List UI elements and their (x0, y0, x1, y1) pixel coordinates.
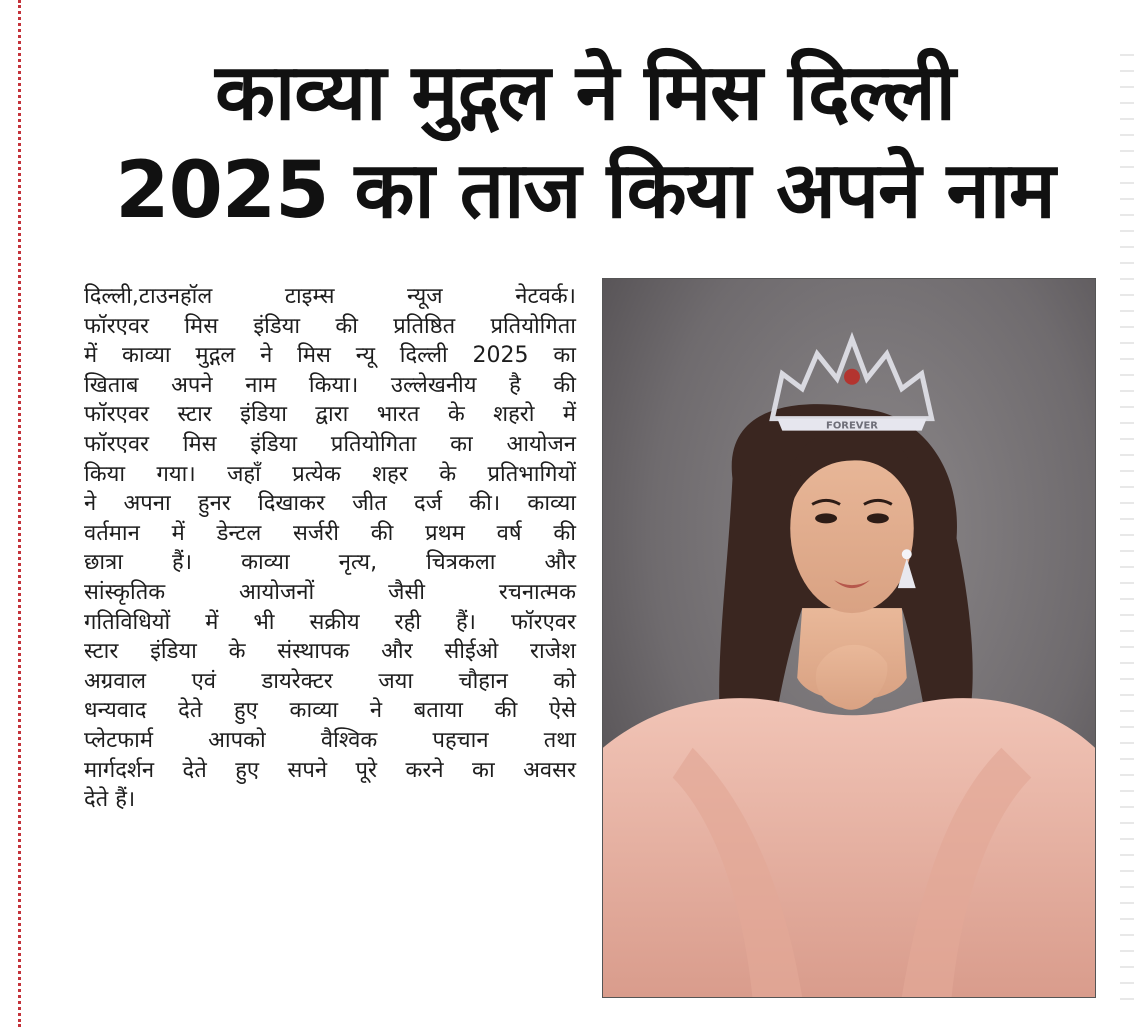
page-edge-strip (1120, 40, 1134, 1000)
article-line: फॉरएवर स्टार इंडिया द्वारा भारत के शहरो में (84, 402, 576, 428)
column-divider-rule (18, 0, 21, 1027)
article-line: खिताब अपने नाम किया। उल्लेखनीय है की (84, 372, 576, 398)
headline-line-1: काव्या मुद्गल ने मिस दिल्ली (215, 48, 955, 138)
article-line: फॉरएवर मिस इंडिया की प्रतिष्ठित प्रतियोगिता (84, 313, 576, 339)
article-body (84, 282, 576, 815)
article-line: वर्तमान में डेन्टल सर्जरी की प्रथम वर्ष की (84, 520, 576, 546)
article-line: दिल्ली,टाउनहॉल टाइम्स न्यूज नेटवर्क। (84, 284, 576, 309)
article-line: गतिविधियों में भी सक्रीय रही हैं। फॉरएवर (84, 609, 576, 635)
article-line: फॉरएवर मिस इंडिया प्रतियोगिता का आयोजन (84, 431, 576, 457)
crown-text: FOREVER (826, 420, 878, 432)
article-line: स्टार इंडिया के संस्थापक और सीईओ राजेश (84, 639, 576, 665)
article-line: में काव्या मुद्गल ने मिस न्यू दिल्ली 2025 का (84, 343, 576, 369)
portrait-illustration (603, 279, 1095, 997)
article-line: अग्रवाल एवं डायरेक्टर जया चौहान को (84, 668, 576, 694)
article-line: किया गया। जहाँ प्रत्येक शहर के प्रतिभागियों (84, 461, 576, 487)
article-line: धन्यवाद देते हुए काव्या ने बताया की ऐसे (84, 698, 576, 724)
article-line: देते हैं। (84, 787, 136, 813)
article-line: प्लेटफार्म आपको वैश्विक पहचान तथा (84, 727, 576, 753)
portrait-photo (602, 278, 1096, 998)
article-line: छात्रा हैं। काव्या नृत्य, चित्रकला और (84, 550, 576, 576)
article-line: ने अपना हुनर दिखाकर जीत दर्ज की। काव्या (84, 491, 576, 517)
article-headline (60, 44, 1110, 240)
article-line: मार्गदर्शन देते हुए सपने पूरे करने का अवसर (84, 757, 576, 783)
article-line: सांस्कृतिक आयोजनों जैसी रचनात्मक (84, 579, 576, 605)
headline-line-2: 2025 का ताज किया अपने नाम (115, 146, 1055, 236)
